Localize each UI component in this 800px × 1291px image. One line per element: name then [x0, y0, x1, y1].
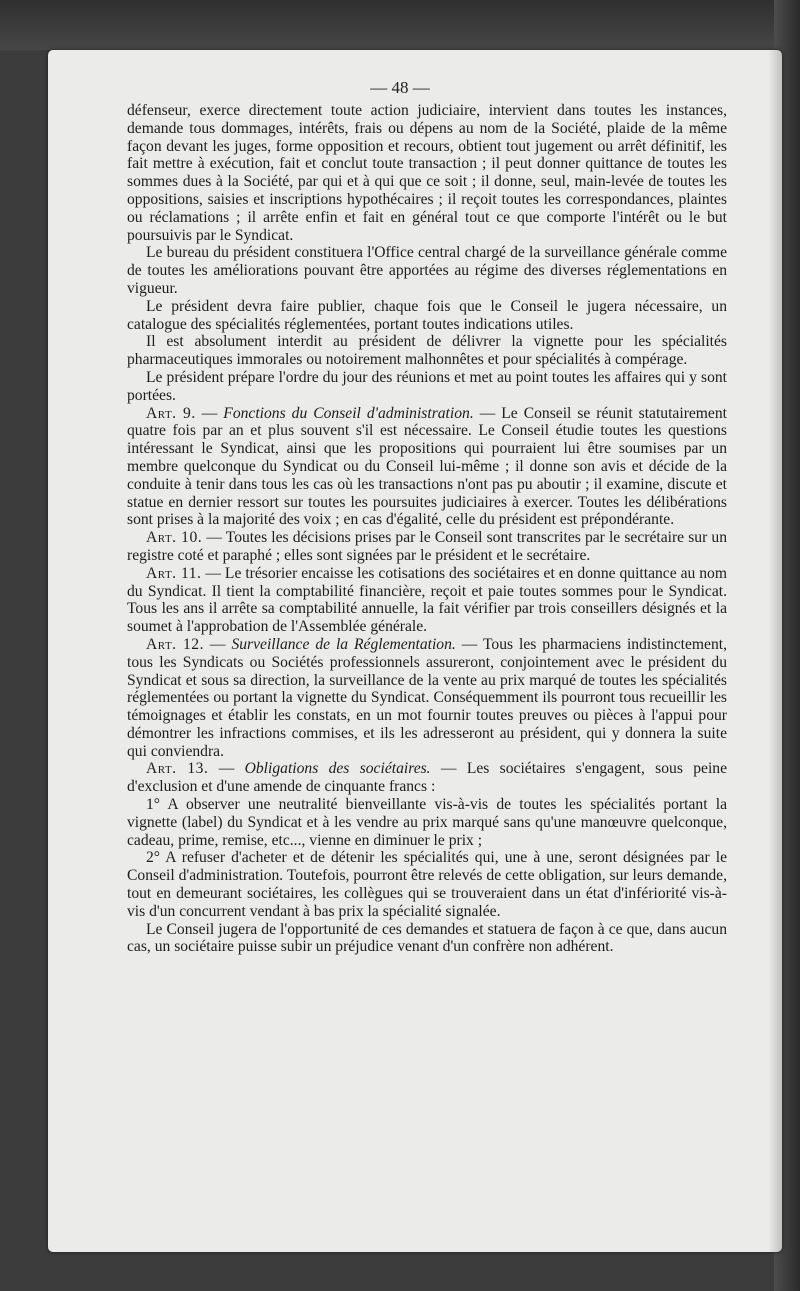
article-label: Art. 13. [146, 760, 209, 778]
paragraph: Le bureau du président constituera l'Office central chargé de la surveillance générale comme de toutes les améliorations pouvant être apportées au régime des diverses réglementations en vigueur. [127, 244, 727, 297]
closing-paragraph: Le Conseil jugera de l'opportunité de ces demandes et statuera de façon à ce que, dans aucun cas, un sociétaire puisse subir un préjudice venant d'un confrère non adhérent. [127, 920, 727, 956]
article-text: Le trésorier encaisse les cotisations des sociétaires et en donne quittance au nom du Syndicat. Il tient la comptabilité financière, reçoit et paie toutes sommes pour le Syndicat. Tous les ans il arrête sa comptabilité annuelle, la fait vérifier par trois conseillers désignés et la soumet à l'approbation de l'Assemblée générale. [127, 564, 727, 636]
dash: — [205, 564, 221, 582]
paragraph: Le président prépare l'ordre du jour des réunions et met au point toutes les affaires qui y sont portées. [127, 368, 727, 404]
article-text: Les sociétaires s'engagent, sous peine d'exclusion et d'une amende de cinquante francs : [127, 760, 727, 796]
dash: — [218, 760, 235, 778]
article-label: Art. 12. [146, 635, 204, 653]
article-label: Art. 10. [146, 529, 203, 547]
dash: — [209, 635, 226, 653]
article-text: Tous les pharmaciens indistinctement, tous les Syndicats ou Sociétés professionnels assureront, conjointement avec le président du Syndicat et sous sa direction, la surveillance de la vente au prix marqué de toutes les spécialités réglementées ou portant la vignette du Syndicat. Conséquemment ils pourront tous recueillir les témoignages et établir les constats, en un mot fournir toutes preuves ou pièces à l'appui pour démontrer les infractions commises, et ils les adresseront au président, qui y donnera la suite qui conviendra. [127, 635, 728, 760]
page-number: — 48 — [370, 78, 430, 97]
page-shadow [768, 50, 782, 1252]
obligation-item: 2° A refuser d'acheter et de détenir les spécialités qui, une à une, seront désignées par le Conseil d'administration. Toutefois, pourront être relevés de cette obligation, sur leurs demande, tout en demeurant sociétaires, les collègues qui se trouveraient dans un état d'infériorité vis-à-vis d'un concurrent vendant à bas prix la spécialité signalée. [127, 849, 727, 920]
dash: — [201, 404, 218, 422]
scan-background-top [0, 0, 800, 50]
article-title: Surveillance de la Réglementation. [231, 635, 456, 653]
dash: — [440, 760, 457, 778]
article-12 [127, 636, 727, 761]
article-10 [127, 529, 727, 565]
article-13 [127, 760, 727, 796]
article-text: Toutes les décisions prises par le Conseil sont transcrites par le secrétaire sur un registre coté et paraphé ; elles sont signées par le président et le secrétaire. [127, 529, 728, 564]
dash: — [206, 529, 222, 547]
article-text: Le Conseil se réunit statutairement quatre fois par an et plus souvent s'il est nécessaire. Le Conseil étudie toutes les questions intéressant le Syndicat, ainsi que les propositions qui pourraient lui être soumises par un membre quelconque du Syndicat ou du Conseil lui-même ; il donne son avis et décide de la conduite à tenir dans tous les cas où les transactions n'ont pas pu aboutir ; il examine, discute et statue en dernier ressort sur toutes les poursuites judiciaires à exercer. Toutes les délibérations sont prises à la majorité des voix ; en cas d'égalité, celle du président est prépondérante. [127, 404, 727, 529]
article-11 [127, 565, 727, 636]
paragraph: Il est absolument interdit au président de délivrer la vignette pour les spécialités pharmaceutiques immorales ou notoirement malhonnêtes et pour spécialités à compérage. [127, 333, 727, 369]
article-title: Obligations des sociétaires. [244, 760, 431, 778]
article-9 [127, 405, 727, 530]
paragraph: Le président devra faire publier, chaque fois que le Conseil le jugera nécessaire, un catalogue des spécialités réglementées, portant toutes indications utiles. [127, 297, 727, 333]
article-label: Art. 9. [146, 404, 196, 422]
article-title: Fonctions du Conseil d'administration. [223, 404, 474, 422]
dash: — [479, 404, 496, 422]
dash: — [461, 635, 478, 653]
obligation-item: 1° A observer une neutralité bienveillante vis-à-vis de toutes les spécialités portant la vignette (label) du Syndicat et à les vendre au prix marqué sans qu'une manœuvre quelconque, cadeau, prime, remise, etc..., vienne en diminuer le prix ; [127, 796, 727, 849]
paragraph-continuation: défenseur, exerce directement toute action judiciaire, intervient dans toutes les instances, demande tous dommages, intérêts, frais ou dépens au nom de la Société, plaide de la même façon devant les juges, forme opposition et recours, obtient tout jugement ou arrêt définitif, les fait mettre à exécution, fait et conclut toute transaction ; il peut donner quittance de toutes les sommes dues à la Société, par qui et à qui que ce soit ; il donne, seul, main-levée de toutes les oppositions, saisies et inscriptions hypothécaires ; il reçoit toutes les correspondances, plaintes ou réclamations ; il arrête enfin et fait en général tout ce que comporte l'intérêt ou le but poursuivis par le Syndicat. [127, 102, 727, 244]
page-body [127, 102, 727, 956]
article-label: Art. 11. [146, 564, 202, 582]
